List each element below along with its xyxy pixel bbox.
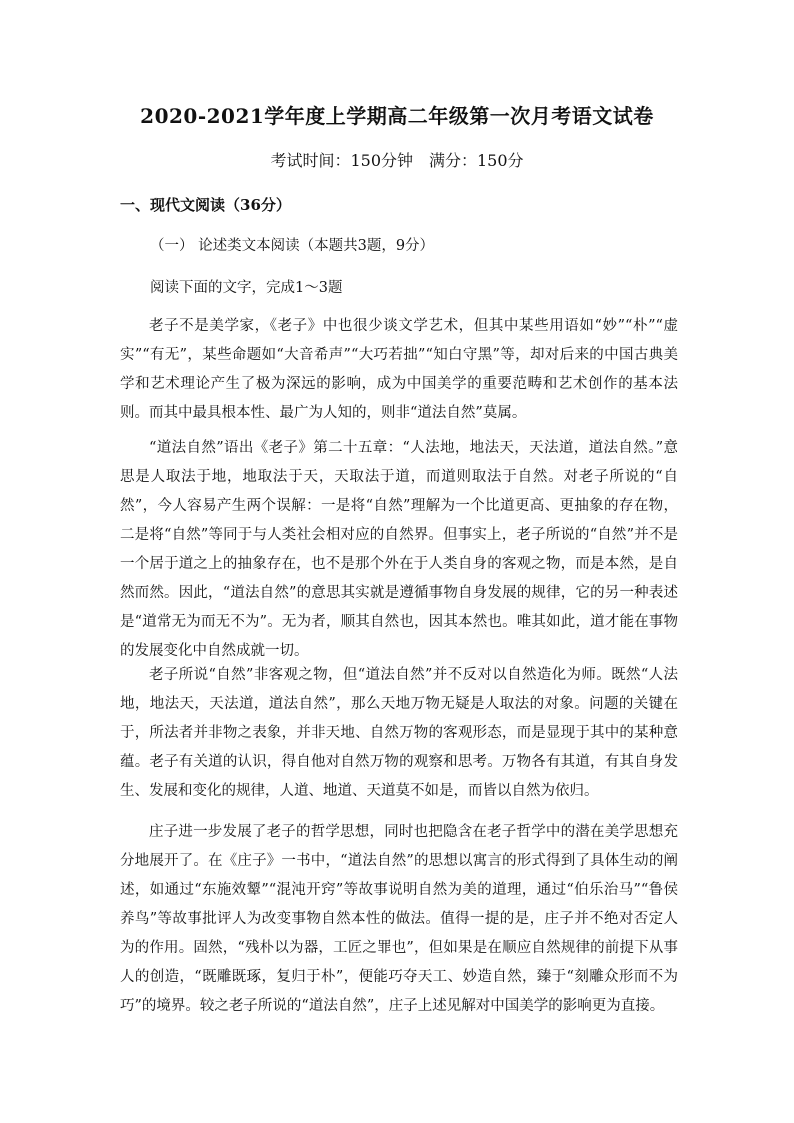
reading-instruction: 阅读下面的文字，完成1～3题 <box>150 280 343 296</box>
subsection-heading: （一） 论述类文本阅读（本题共3题，9分） <box>150 238 435 254</box>
exam-time-and-score: 考试时间：150分钟 满分：150分 <box>270 151 524 170</box>
passage-paragraph-4: 庄子进一步发展了老子的哲学思想，同时也把隐含在老子哲学中的潜在美学思想充分地展开了。在《庄子》一书中，“道法自然”的思想以寓言的形式得到了具体生动的阐述，如通过“东施效颦”“混沌开窍”等故事说明自然为美的道理，通过“伯乐治马”“鲁侯养鸟”等故事批评人为改变事物自然本性的做法。值得一提的是，庄子并不绝对否定人为的作用。固然，“残朴以为器，工匠之罪也”，但如果是在顺应自然规律的前提下从事人的创造，“既雕既琢，复归于朴”，便能巧夺天工、妙造自然，臻于“刻雕众形而不为巧”的境界。较之老子所说的“道法自然”，庄子上述见解对中国美学的影响更为直接。 <box>120 824 678 1014</box>
passage-paragraph-2: “道法自然”语出《老子》第二十五章：“人法地，地法天，天法道，道法自然。”意思是人取法于地，地取法于天，天取法于道，而道则取法于自然。对老子所说的“自然”，今人容易产生两个误解：一是将“自然”理解为一个比道更高、更抽象的存在物，二是将“自然”等同于与人类社会相对应的自然界。但事实上，老子所说的“自然”并不是一个居于道之上的抽象存在，也不是那个外在于人类自身的客观之物，而是本然，是自然而然。因此，“道法自然”的意思其实就是遵循事物自身发展的规律，它的另一种表述是“道常无为而无不为”。无为者，顺其自然也，因其本然也。唯其如此，道才能在事物的发展变化中自然成就一切。 <box>120 440 678 659</box>
passage-paragraph-3: 老子所说“自然”非客观之物，但“道法自然”并不反对以自然造化为师。既然“人法地，地法天，天法道，道法自然”，那么天地万物无疑是人取法的对象。问题的关键在于，所法者并非物之表象，并非天地、自然万物的客观形态，而是显现于其中的某种意蕴。老子有关道的认识，得自他对自然万物的观察和思考。万物各有其道，有其自身发生、发展和变化的规律，人道、地道、天道莫不如是，而皆以自然为依归。 <box>120 667 678 799</box>
passage-paragraph-1: 老子不是美学家，《老子》中也很少谈文学艺术，但其中某些用语如“妙”“朴”“虚实”“有无”，某些命题如“大音希声”“大巧若拙”“知白守黑”等，却对后来的中国古典美学和艺术理论产生了极为深远的影响，成为中国美学的重要范畴和艺术创作的基本法则。而其中最具根本性、最广为人知的，则非“道法自然”莫属。 <box>120 318 678 421</box>
exam-title: 2020-2021学年度上学期高二年级第一次月考语文试卷 <box>140 104 654 128</box>
section-heading: 一、现代文阅读（36分） <box>120 196 291 214</box>
